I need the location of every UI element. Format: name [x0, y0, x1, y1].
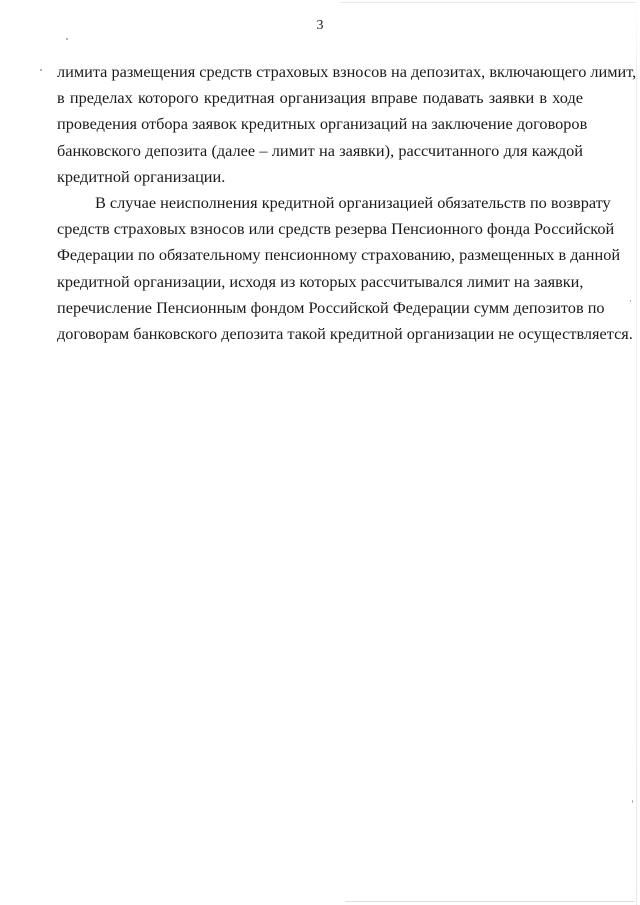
paragraph-line: Федерации по обязательному пенсионному страхованию, размещенных в данной — [57, 245, 621, 265]
paragraph-line: проведения отбора заявок кредитных организаций на заключение договоров — [57, 114, 588, 134]
scan-speck — [40, 69, 42, 71]
scan-edge-bottom — [345, 901, 635, 902]
paragraph-line: лимита размещения средств страховых взносов на депозитах, включающего лимит, — [57, 62, 637, 81]
paragraph-1 — [57, 59, 637, 190]
scan-speck — [630, 300, 631, 302]
paragraph-line: кредитной организации, исходя из которых рассчитывался лимит на заявки, — [57, 271, 584, 291]
paragraph-line: банковского депозита (далее – лимит на заявки), рассчитанного для каждой — [57, 140, 583, 160]
scan-speck — [632, 800, 633, 803]
paragraph-line: В случае неисполнения кредитной организацией обязательств по возврату — [95, 193, 611, 212]
paragraph-line: средств страховых взносов или средств резерва Пенсионного фонда Российской — [57, 219, 615, 239]
paragraph-line: кредитной организации. — [57, 166, 226, 186]
paragraph-line: перечисление Пенсионным фондом Российской Федерации сумм депозитов по — [57, 297, 605, 317]
scan-edge-right — [636, 0, 637, 905]
paragraph-2 — [57, 190, 633, 347]
paragraph-line: договорам банковского депозита такой кредитной организации не осуществляется. — [57, 323, 633, 343]
scan-speck — [66, 38, 68, 40]
scan-edge-top — [340, 2, 636, 3]
page-number: 3 — [316, 18, 324, 33]
paragraph-line: в пределах которого кредитная организация вправе подавать заявки в ходе — [57, 88, 583, 108]
